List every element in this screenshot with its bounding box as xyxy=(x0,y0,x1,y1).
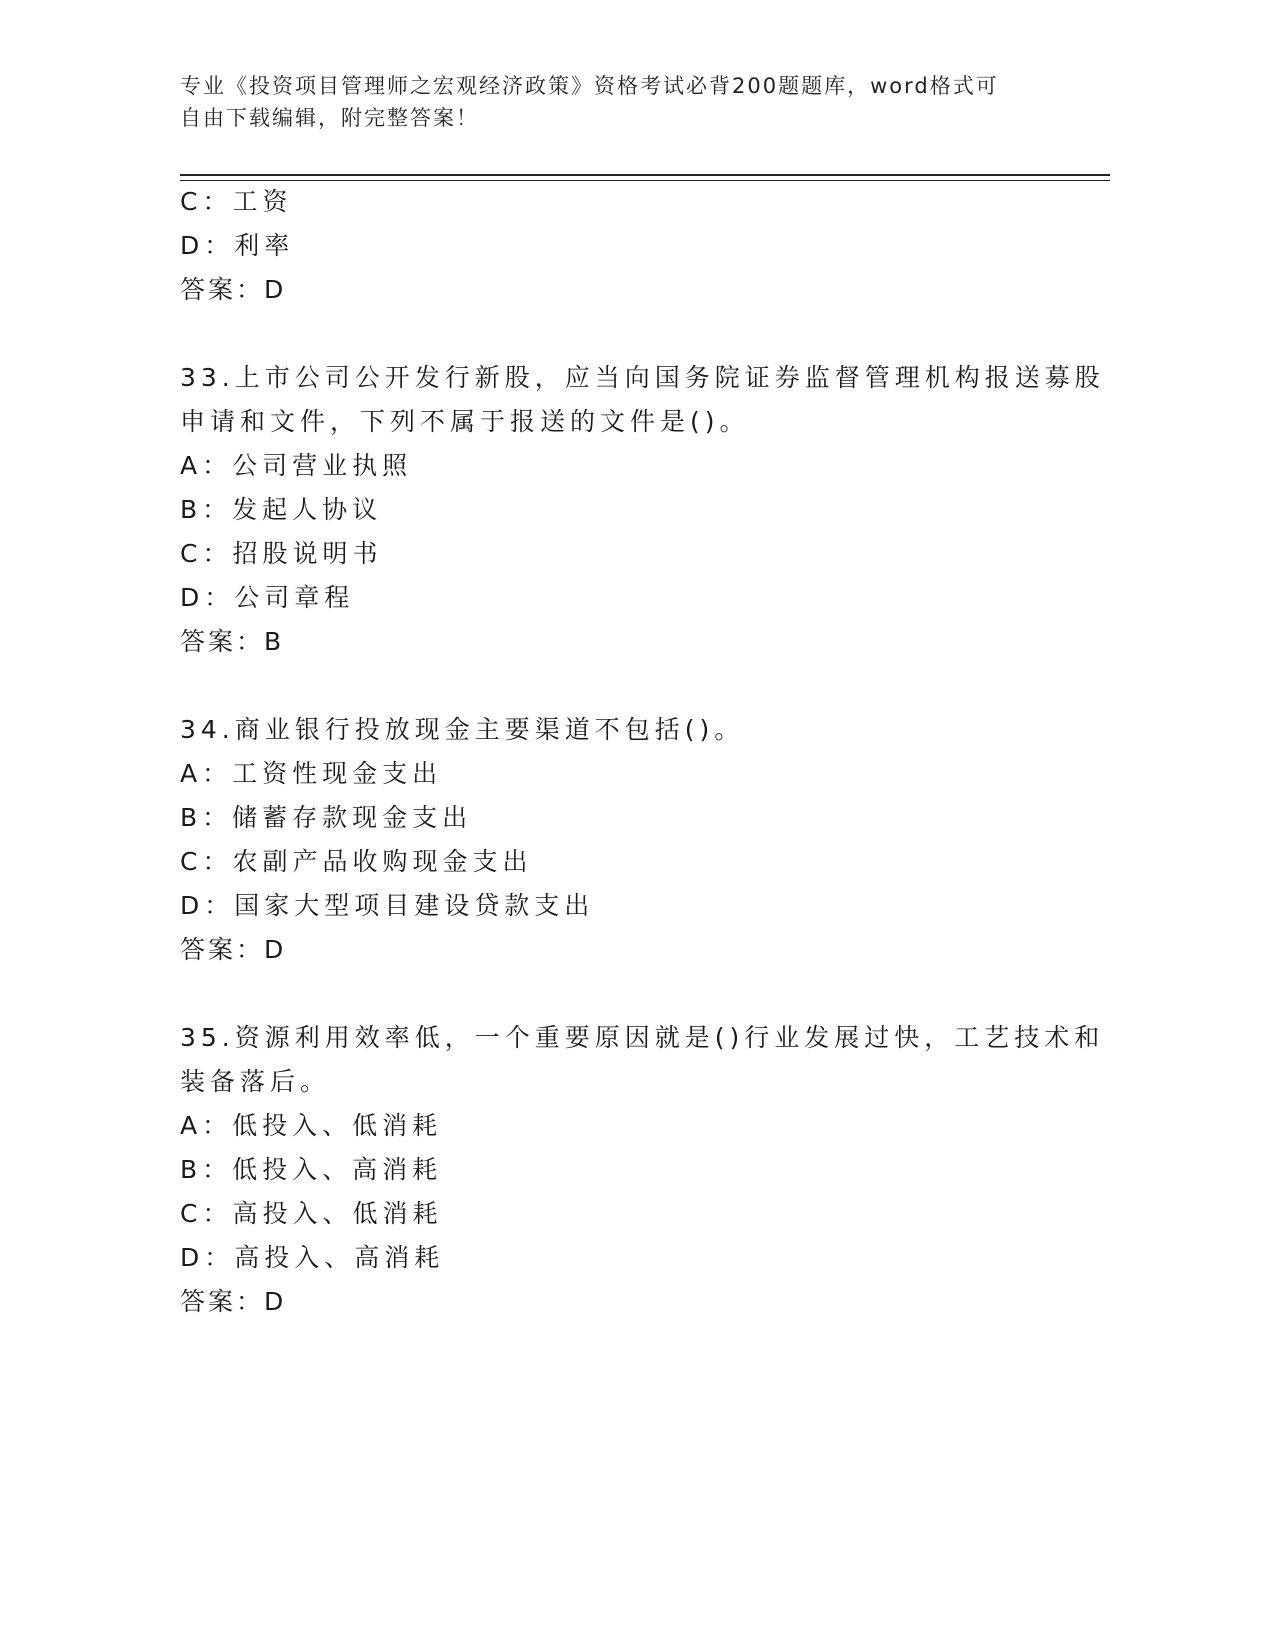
header-line-2: 自由下载编辑，附完整答案！ xyxy=(180,106,479,130)
question-stem: 33.上市公司公开发行新股，应当向国务院证券监督管理机构报送募股 xyxy=(180,363,1105,392)
question-stem: 34.商业银行投放现金主要渠道不包括()。 xyxy=(180,715,745,744)
header-divider-thick xyxy=(180,174,1110,176)
option-d: D：国家大型项目建设贷款支出 xyxy=(180,891,595,920)
question-35 xyxy=(180,1016,1105,1324)
document-header xyxy=(180,70,1030,134)
option-a: A：工资性现金支出 xyxy=(180,759,443,788)
spacer xyxy=(180,972,1050,1016)
header-line-1: 专业《投资项目管理师之宏观经济政策》资格考试必背200题题库，word格式可 xyxy=(180,74,999,98)
option-c: C：工资 xyxy=(180,187,293,216)
document-body xyxy=(180,180,1105,1324)
spacer xyxy=(180,312,1050,356)
option-d: D：高投入、高消耗 xyxy=(180,1243,445,1272)
option-a: A：公司营业执照 xyxy=(180,451,413,480)
option-d: D：利率 xyxy=(180,231,295,260)
option-c: C：招股说明书 xyxy=(180,539,383,568)
option-d: D：公司章程 xyxy=(180,583,355,612)
answer-line: 答案：D xyxy=(180,275,287,304)
question-stem: 35.资源利用效率低，一个重要原因就是()行业发展过快，工艺技术和 xyxy=(180,1023,1105,1052)
option-c: C：高投入、低消耗 xyxy=(180,1199,443,1228)
prev-question xyxy=(180,180,1050,312)
option-b: B：发起人协议 xyxy=(180,495,383,524)
question-stem: 装备落后。 xyxy=(180,1067,331,1096)
answer-line: 答案：D xyxy=(180,935,287,964)
option-c: C：农副产品收购现金支出 xyxy=(180,847,533,876)
question-34 xyxy=(180,708,1050,972)
answer-line: 答案：B xyxy=(180,627,285,656)
answer-line: 答案：D xyxy=(180,1287,287,1316)
option-a: A：低投入、低消耗 xyxy=(180,1111,443,1140)
spacer xyxy=(180,664,1050,708)
option-b: B：低投入、高消耗 xyxy=(180,1155,443,1184)
question-stem: 申请和文件，下列不属于报送的文件是()。 xyxy=(180,407,750,436)
question-33 xyxy=(180,356,1105,664)
option-b: B：储蓄存款现金支出 xyxy=(180,803,473,832)
